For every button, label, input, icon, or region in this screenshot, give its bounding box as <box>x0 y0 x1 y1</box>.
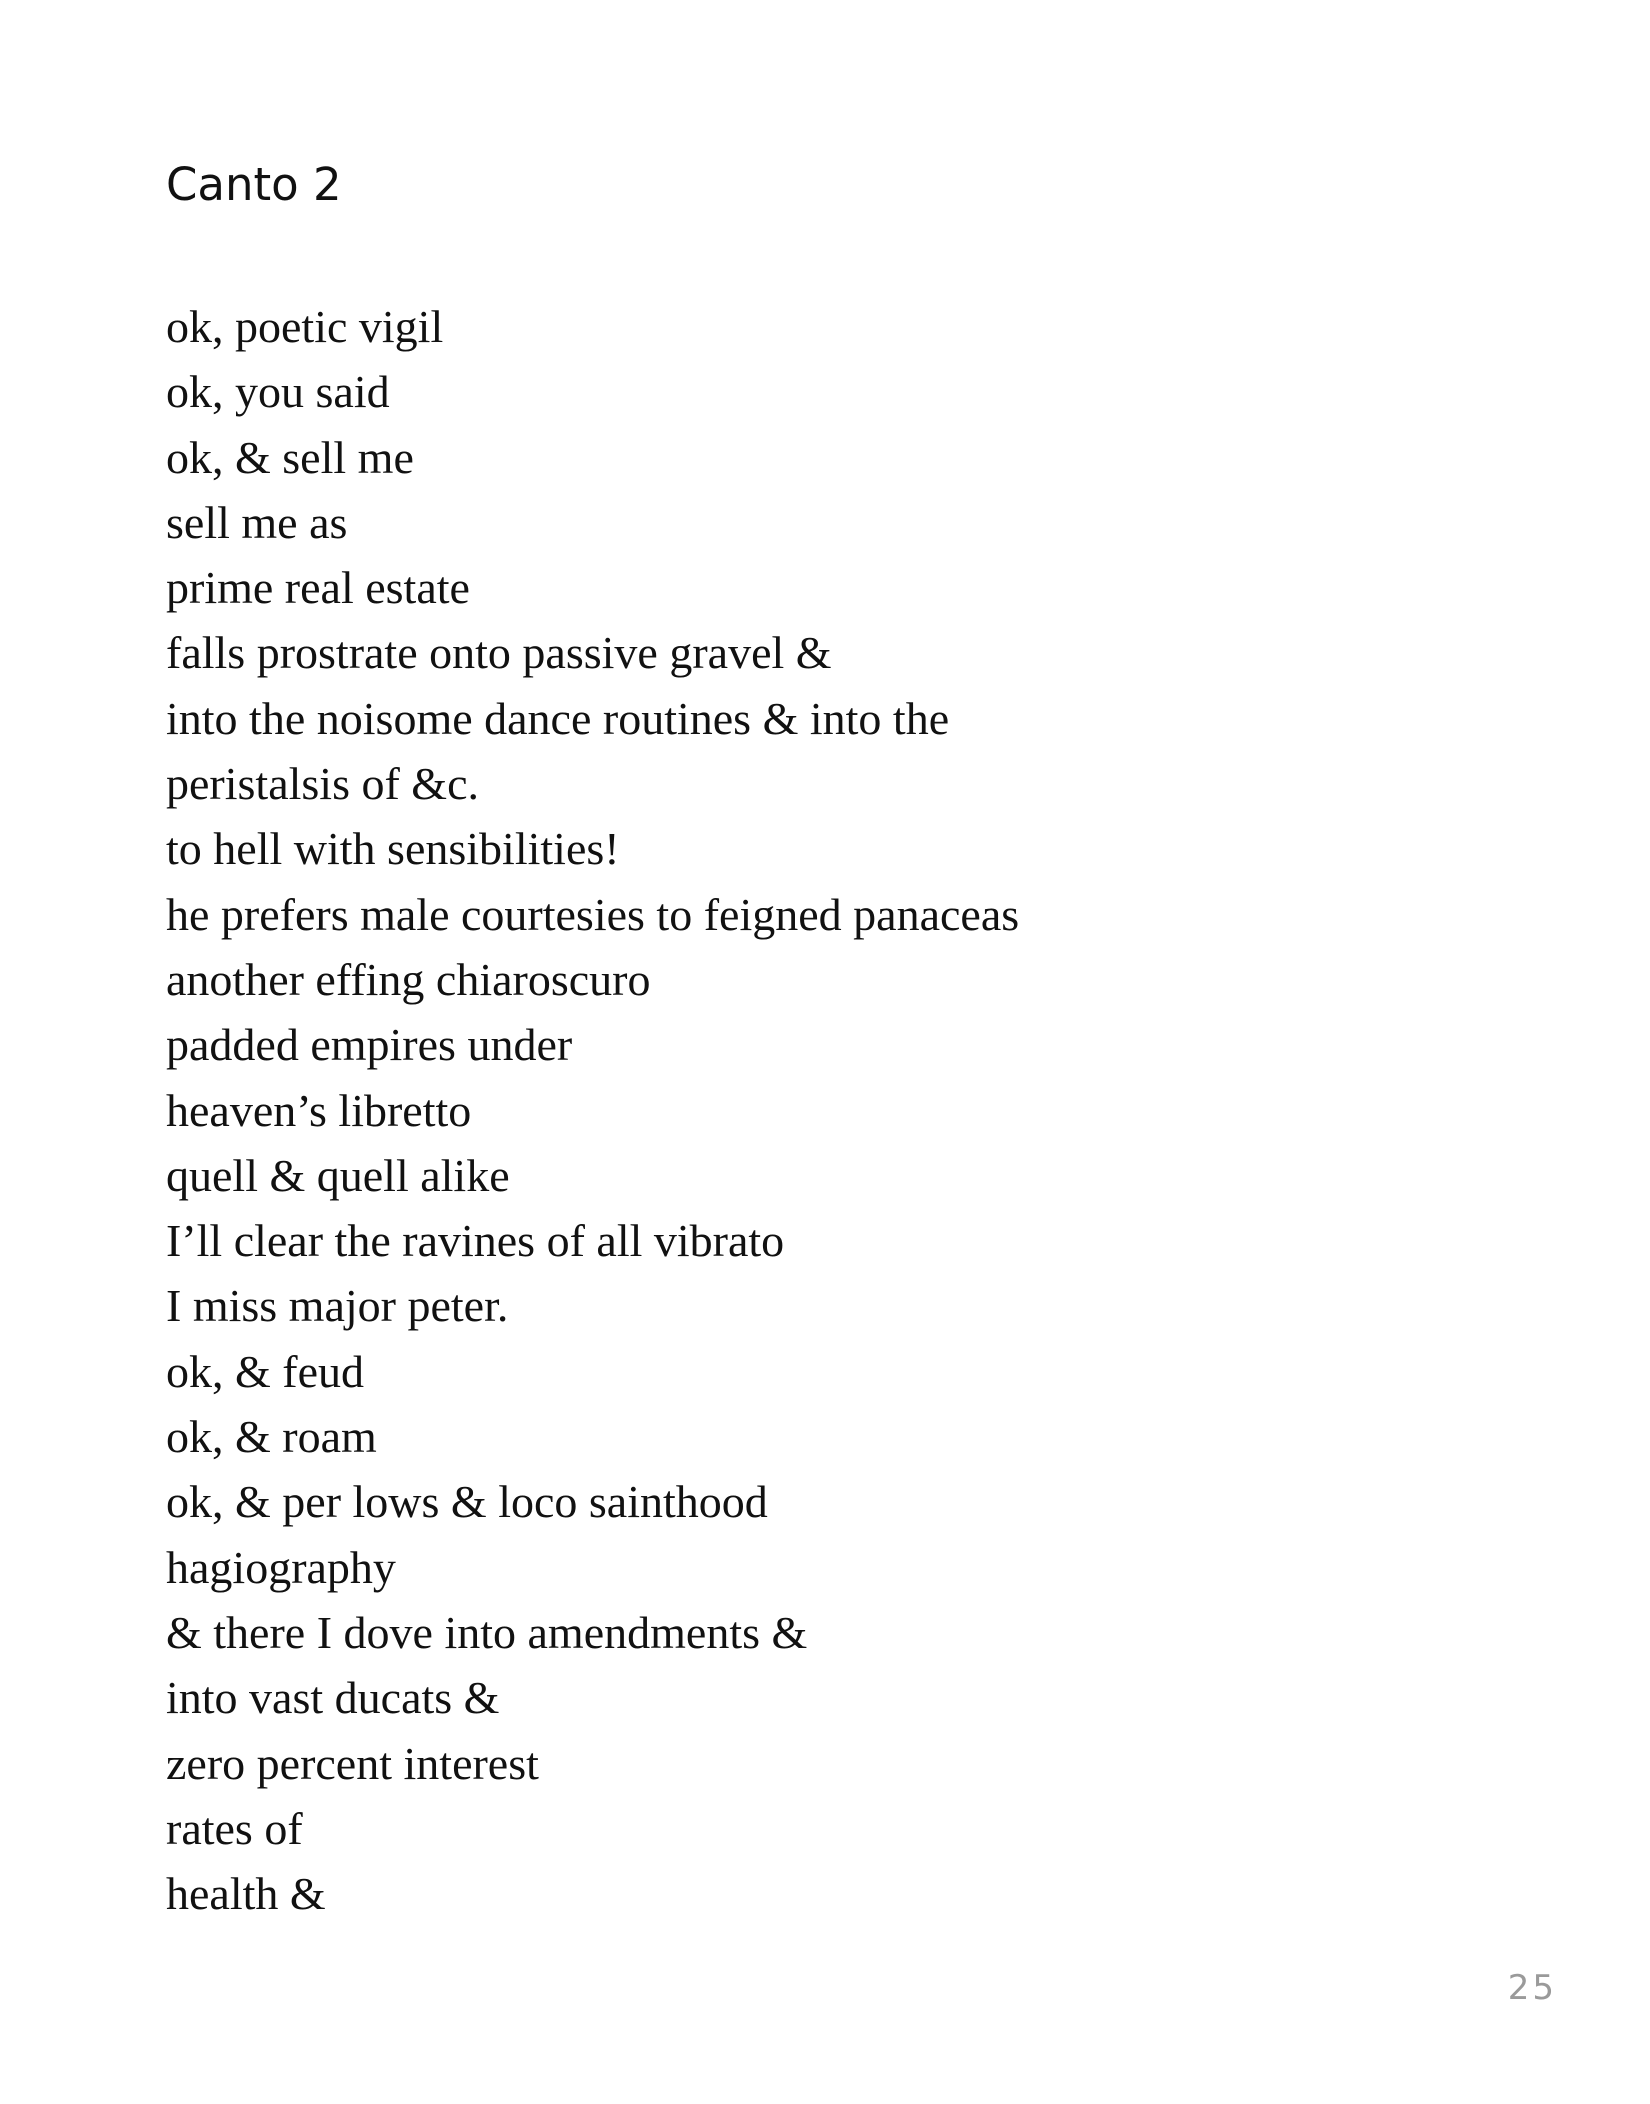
poem-line: peristalsis of &c. <box>166 758 479 810</box>
poem-line: ok, poetic vigil <box>166 301 444 352</box>
poem-line: I’ll clear the ravines of all vibrato <box>166 1215 785 1267</box>
poem-title: Canto 2 <box>166 158 342 211</box>
poem-line: to hell with sensibilities! <box>166 823 620 875</box>
poem-line: he prefers male courtesies to feigned panaceas <box>166 888 1020 940</box>
poem-line: heaven’s libretto <box>166 1084 472 1136</box>
poem-line: padded empires under <box>166 1019 573 1071</box>
poem-line: another effing chiaroscuro <box>166 953 651 1005</box>
poem-line: quell & quell alike <box>166 1149 510 1201</box>
poem-line: falls prostrate onto passive gravel & <box>166 627 832 679</box>
poem-line: hagiography <box>166 1541 396 1593</box>
page-number: 25 <box>1507 1968 1557 2008</box>
poem-line: health & <box>166 1868 326 1920</box>
poem-line: rates of <box>166 1802 303 1854</box>
poem-line: ok, & roam <box>166 1411 377 1463</box>
poem-line: into vast ducats & <box>166 1672 500 1724</box>
poem-line: ok, & sell me <box>166 431 414 483</box>
poem-line: & there I dove into amendments & <box>166 1606 808 1658</box>
poem-line: sell me as <box>166 496 348 548</box>
poem-line: zero percent interest <box>166 1737 539 1789</box>
poem-body <box>166 294 1019 1926</box>
poem-line: ok, & per lows & loco sainthood <box>166 1476 768 1528</box>
poem-line: ok, you said <box>166 366 390 418</box>
poem-line: prime real estate <box>166 562 470 614</box>
poem-line: into the noisome dance routines & into the <box>166 692 950 744</box>
poem-line: I miss major peter. <box>166 1280 509 1332</box>
poem-line: ok, & feud <box>166 1345 365 1397</box>
